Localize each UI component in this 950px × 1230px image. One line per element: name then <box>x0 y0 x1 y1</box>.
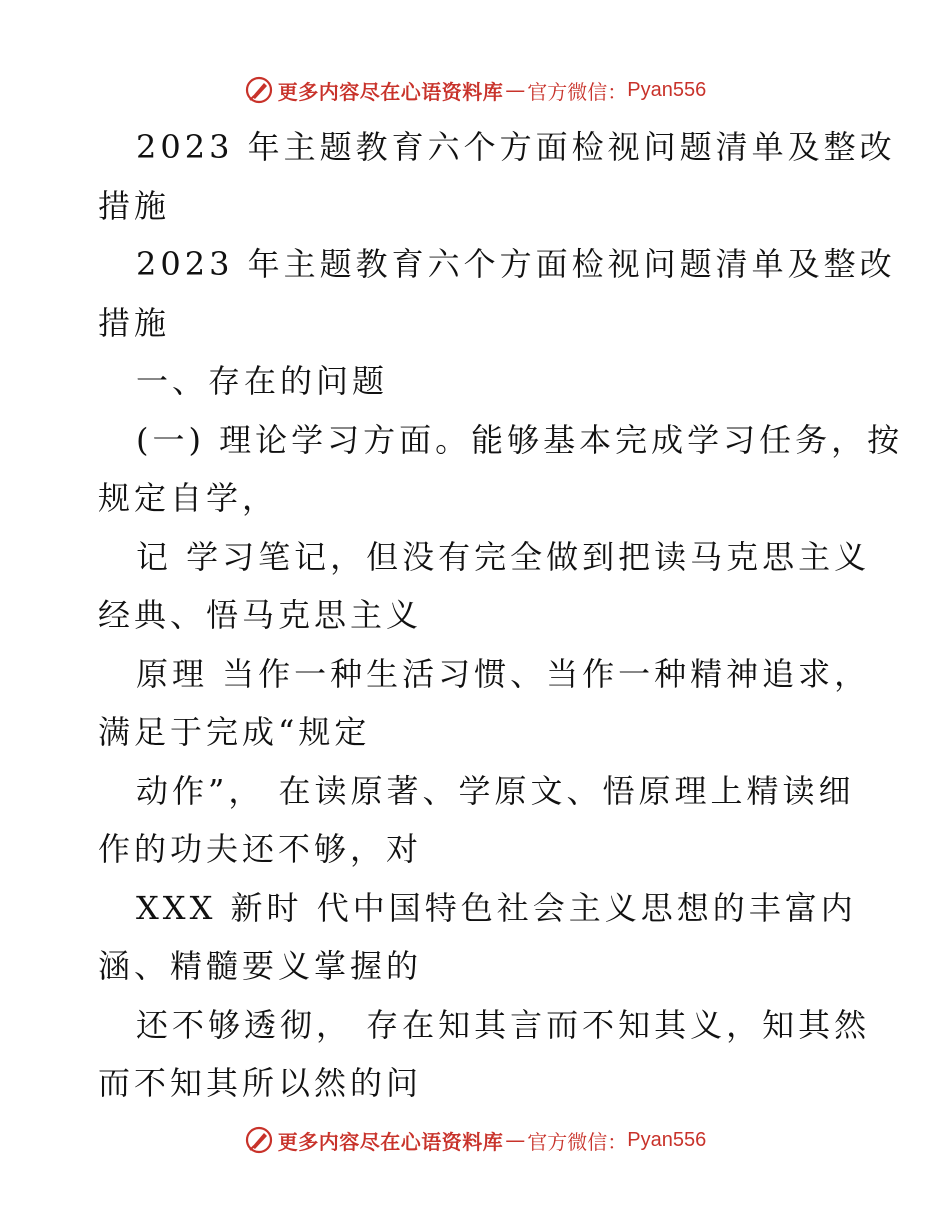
paragraph-line: 而不知其所以然的问 <box>98 1064 423 1102</box>
paragraph-line: 规定自学， <box>98 479 279 517</box>
footer-watermark <box>0 1120 950 1160</box>
watermark-dash: — <box>505 1128 526 1152</box>
paragraph-line: 作的功夫还不够，对 <box>98 830 423 868</box>
quill-logo-icon <box>244 1125 274 1155</box>
document-body <box>98 118 904 1113</box>
watermark-official: 官方微信： <box>527 1129 628 1154</box>
paragraph-line: 经典、悟马克思主义 <box>98 596 423 634</box>
paragraph-line: 记 学习笔记，但没有完全做到把读马克思主义 <box>136 537 871 576</box>
paragraph-line: 动作”， 在读原著、学原文、悟原理上精读细 <box>136 771 855 810</box>
paragraph-line: (一) 理论学习方面。能够基本完成学习任务，按 <box>136 420 904 459</box>
doc-title-repeat-line-2: 措施 <box>98 303 171 342</box>
paragraph-line: 涵、精髓要义掌握的 <box>98 947 423 985</box>
doc-title-line-1: 2023 年主题教育六个方面检视问题清单及整改 <box>136 128 896 166</box>
watermark-official: 官方微信： <box>527 79 628 104</box>
paragraph-line: XXX 新时 代中国特色社会主义思想的丰富内 <box>136 888 857 927</box>
paragraph-line: 满足于完成“规定 <box>98 713 371 751</box>
watermark-dash: — <box>505 78 526 102</box>
section-heading: 一、存在的问题 <box>136 362 389 400</box>
watermark-id: Pyan556 <box>627 78 707 101</box>
doc-title-repeat-line-1: 2023 年主题教育六个方面检视问题清单及整改 <box>136 245 896 283</box>
header-watermark <box>0 70 950 110</box>
doc-title-line-2: 措施 <box>98 186 171 225</box>
quill-logo-icon <box>244 75 274 105</box>
watermark-text: 更多内容尽在心语资料库 <box>277 79 504 104</box>
watermark-text: 更多内容尽在心语资料库 <box>277 1129 504 1154</box>
watermark-id: Pyan556 <box>627 1128 707 1151</box>
paragraph-line: 还不够透彻， 存在知其言而不知其义，知其然 <box>136 1005 871 1044</box>
paragraph-line: 原理 当作一种生活习惯、当作一种精神追求， <box>136 654 871 693</box>
